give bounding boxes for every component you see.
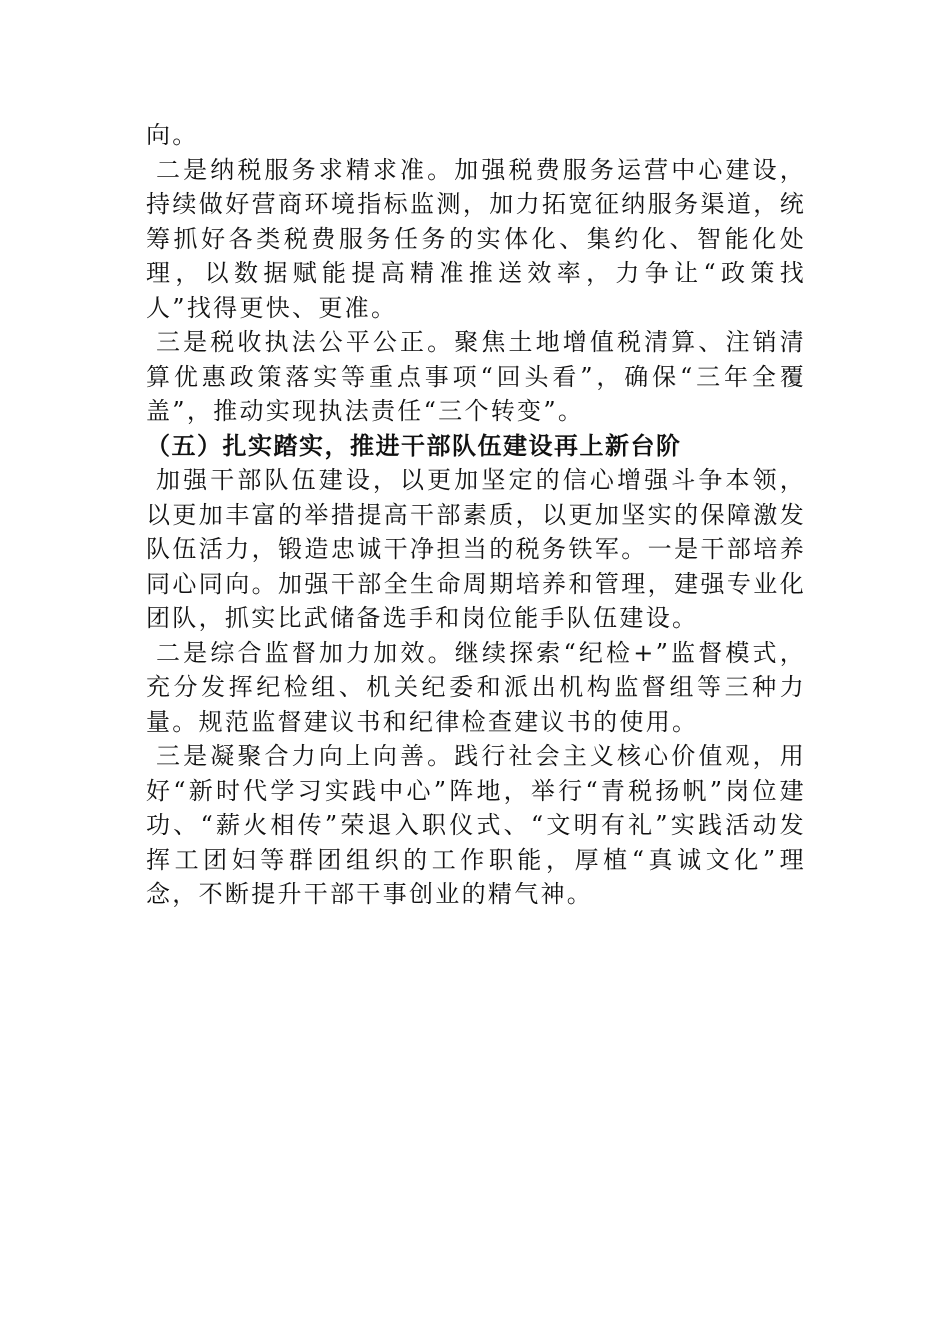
paragraph-tax-service: 二是纳税服务求精求准。加强税费服务运营中心建设，持续做好营商环境指标监测，加力拓宽征纳服务渠道，统筹抓好各类税费服务任务的实体化、集约化、智能化处理，以数据赋能提高精准推送效率，力争让“政策找人”找得更快、更准。 [146,155,806,322]
document-page [146,118,806,912]
paragraph-cohesion: 三是凝聚合力向上向善。践行社会主义核心价值观，用好“新时代学习实践中心”阵地，举行“青税扬帆”岗位建功、“薪火相传”荣退入职仪式、“文明有礼”实践活动发挥工团妇等群团组织的工作职能，厚植“真诚文化”理念，不断提升干部干事创业的精气神。 [146,742,806,908]
paragraph-supervision: 二是综合监督加力加效。继续探索“纪检+”监督模式，充分发挥纪检组、机关纪委和派出机构监督组等三种力量。规范监督建议书和纪律检查建议书的使用。 [146,638,806,736]
paragraph-continuation: 向。 [146,121,199,149]
paragraph-cadre-building: 加强干部队伍建设，以更加坚定的信心增强斗争本领，以更加丰富的举措提高干部素质，以更加坚实的保障激发队伍活力，锻造忠诚干净担当的税务铁军。一是干部培养同心同向。加强干部全生命周期培养和管理，建强专业化团队，抓实比武储备选手和岗位能手队伍建设。 [146,466,806,632]
section-heading-five: （五）扎实踏实，推进干部队伍建设再上新台阶 [146,430,682,460]
paragraph-tax-enforcement: 三是税收执法公平公正。聚焦土地增值税清算、注销清算优惠政策落实等重点事项“回头看”，确保“三年全覆盖”，推动实现执法责任“三个转变”。 [146,328,806,425]
